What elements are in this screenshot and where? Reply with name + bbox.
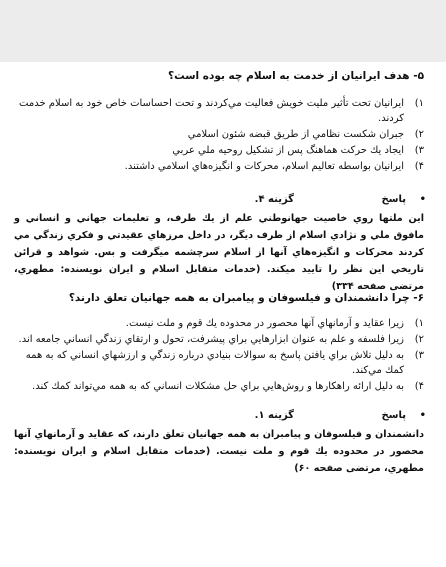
answer-text: دانشمندان و فيلسوفان و پيامبران به همه جهانيان تعلق دارند، كه عقايد و آرمانهاي آنها محصور در محدوده يك قوم و ملت نيست. (خدمات متقابل اسلام و ايران نويسنده: مطهري، مرتضى صفحه ۶۰) (14, 429, 424, 474)
q6-option-2: ۲) زيرا فلسفه و علم به عنوان ابزارهايي براي پيشرفت، تحول و ارتقاي زندگي انساني جامعه اند. (18, 334, 424, 345)
q5-option-3: ۳) ايجاد يك حركت هماهنگ پس از تشكيل روحيه ملي عربي (172, 145, 424, 156)
bullet-icon: • (419, 194, 426, 205)
question-5-options (14, 96, 424, 174)
q6-option-1: ۱) زيرا عقايد و آرمانهاي آنها محصور در محدوده يك قوم و ملت نيست. (125, 318, 424, 329)
question-6-answer (14, 410, 424, 477)
question-5-answer (14, 194, 424, 295)
page-top-margin (0, 0, 446, 62)
q5-option-4: ۴) ايرانيان بواسطه تعاليم اسلام، محركات و انگيزه‌هاي اسلامي داشتند. (124, 161, 424, 172)
answer-choice: گزينه ۴. (254, 194, 294, 205)
answer-text: اين ملتها روي خاصيت جهانوطني علم از يك طرف، و تعليمات جهاني و انساني و مافوق ملي و نژادي اسلام از طرف ديگر، در داخل مرزهاي عقيدتي و فكري زندگي مي كردند محركات و انگيزه‌هاي آنها از اسلام سرچشمه ميگرفت و بس. شواهد و قرائن تاريخي اين نظر را تاييد ميكند. (خدمات متقابل اسلام و ايران نويسنده: مطهري، مرتضى صفحه ۳۳۴) (14, 213, 424, 292)
question-6-options (14, 316, 424, 394)
q6-option-3: ۳) به دليل تلاش براي يافتن پاسخ به سوالات بنيادي درباره زندگي و ارزشهاي انساني كه به همه كمك مي‌كند. (25, 350, 424, 376)
answer-choice: گزينه ۱. (254, 410, 294, 421)
bullet-icon: • (419, 410, 426, 421)
q6-option-4: ۴) به دليل ارائه راهكارها و روش‌هايي براي حل مشكلات انساني كه به همه مي‌تواند كمك كند. (32, 381, 424, 392)
answer-label: پاسخ (381, 410, 406, 421)
question-6-title: ۶- چرا دانشمندان و فيلسوفان و پيامبران به همه جهانيان تعلق دارند؟ (68, 292, 424, 304)
document-page (0, 62, 446, 567)
question-5-title: ۵- هدف ايرانيان از خدمت به اسلام چه بوده است؟ (167, 70, 424, 82)
q5-option-1: ۱) ايرانيان تحت تأثير مليت خويش فعاليت مي‌كردند و تحت احساسات خاص خود به اسلام خدمت كردند. (19, 98, 424, 124)
answer-label: پاسخ (381, 194, 406, 205)
q5-option-2: ۲) جبران شكست نظامي از طريق قبضه شئون اسلامي (187, 129, 424, 140)
